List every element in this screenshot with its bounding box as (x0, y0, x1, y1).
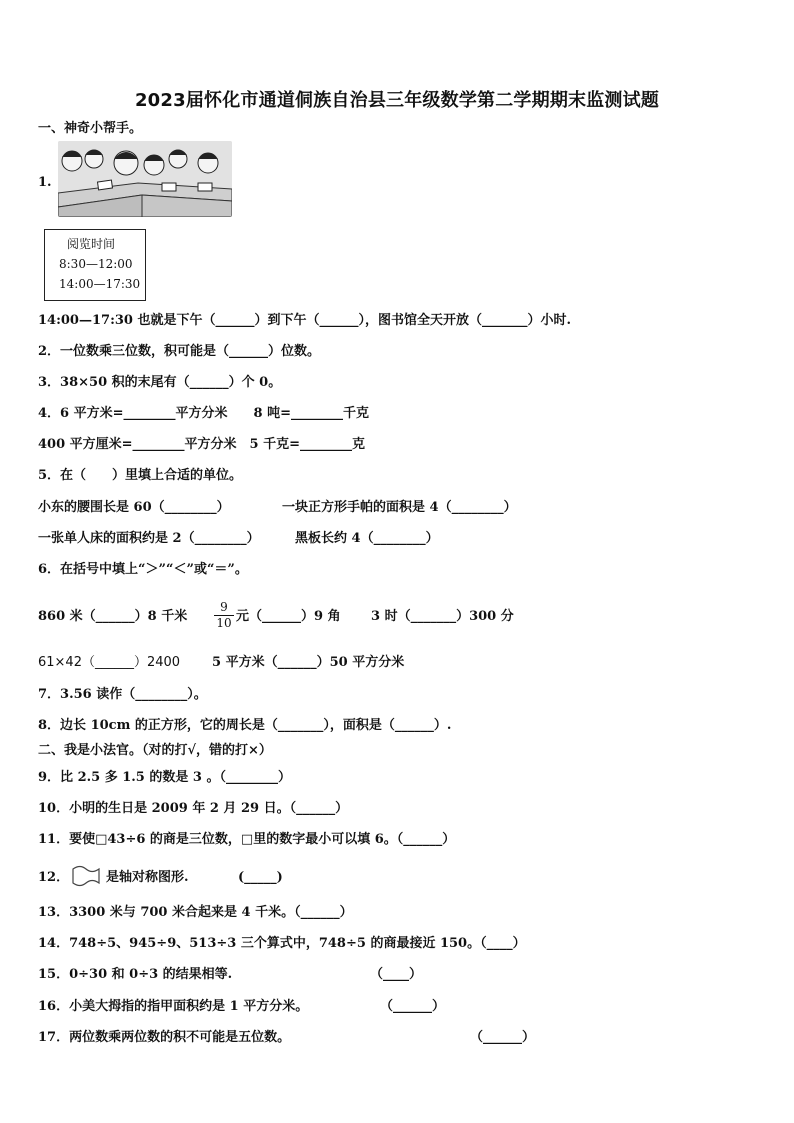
wave-shape-icon (70, 865, 102, 887)
question-6a: 860 米（______）8 千米 (38, 609, 188, 624)
section-1-heading: 一、神奇小帮手。 (38, 121, 143, 136)
question-11: 11．要使□43÷6 的商是三位数，□里的数字最小可以填 6。（______） (38, 832, 456, 847)
question-9: 9．比 2.5 多 1.5 的数是 3 。（________） (38, 770, 291, 785)
question-13: 13．3300 米与 700 米合起来是 4 千米。（______） (38, 905, 353, 920)
question-1-text: 14:00—17:30 也就是下午（______）到下午（______），图书馆全天开放（_______）小时. (38, 313, 572, 328)
question-5c: 一张单人床的面积约是 2（________） (38, 531, 260, 546)
question-5d: 黑板长约 4（________） (295, 531, 439, 546)
page-title: 2023届怀化市通道侗族自治县三年级数学第二学期期末监测试题 (134, 90, 660, 111)
question-6b: 元（______）9 角 (236, 609, 341, 624)
question-12-text: 是轴对称图形. (106, 870, 189, 885)
question-7: 7．3.56 读作（________）。 (38, 687, 207, 702)
fraction-nine-tenths (214, 600, 234, 631)
reading-time-box (44, 229, 146, 301)
question-8: 8．边长 10cm 的正方形，它的周长是（_______），面积是（______）. (38, 718, 452, 733)
question-10: 10．小明的生日是 2009 年 2 月 29 日。（______） (38, 801, 349, 816)
question-4b: 400 平方厘米=________平方分米 5 千克=________克 (38, 437, 366, 452)
question-16: 16．小美大拇指的指甲面积约是 1 平方分米。 (38, 999, 309, 1014)
question-5a: 小东的腰围长是 60（________） (38, 500, 230, 515)
question-3: 3．38×50 积的末尾有（______）个 0。 (38, 375, 282, 390)
question-14: 14．748÷5、945÷9、513÷3 三个算式中，748÷5 的商最接近 150。（____） (38, 936, 526, 951)
fraction-numerator: 9 (220, 600, 228, 614)
question-6c: 3 时（_______）300 分 (371, 609, 514, 624)
question-6: 6．在括号中填上“＞”“＜”或“＝”。 (38, 562, 248, 577)
question-17: 17．两位数乘两位数的积不可能是五位数。 (38, 1030, 291, 1045)
question-6d: 61×42（______）2400 (38, 655, 181, 670)
question-2: 2．一位数乘三位数，积可能是（______）位数。 (38, 344, 321, 359)
question-5: 5．在（ ）里填上合适的单位。 (38, 468, 243, 483)
question-12-blank: (_____) (238, 870, 283, 885)
reading-time-morning: 8:30—12:00 (59, 257, 133, 271)
question-15: 15．0÷30 和 0÷3 的结果相等. (38, 967, 233, 982)
question-5b: 一块正方形手帕的面积是 4（________） (282, 500, 517, 515)
students-reading-illustration (58, 141, 232, 217)
question-15-blank: （____） (370, 967, 423, 982)
question-1-number: 1. (38, 175, 52, 190)
question-12-number: 12． (38, 870, 70, 885)
question-16-blank: （______） (380, 999, 446, 1014)
question-17-blank: （______） (470, 1030, 536, 1045)
question-4a: 4．6 平方米=________平方分米 8 吨=________千克 (38, 406, 369, 421)
reading-time-afternoon: 14:00—17:30 (59, 277, 141, 291)
section-2-heading: 二、我是小法官。（对的打√，错的打×） (38, 743, 272, 758)
question-6e: 5 平方米（______）50 平方分米 (212, 655, 405, 670)
fraction-denominator: 10 (214, 615, 234, 631)
reading-time-title: 阅览时间 (67, 237, 116, 251)
